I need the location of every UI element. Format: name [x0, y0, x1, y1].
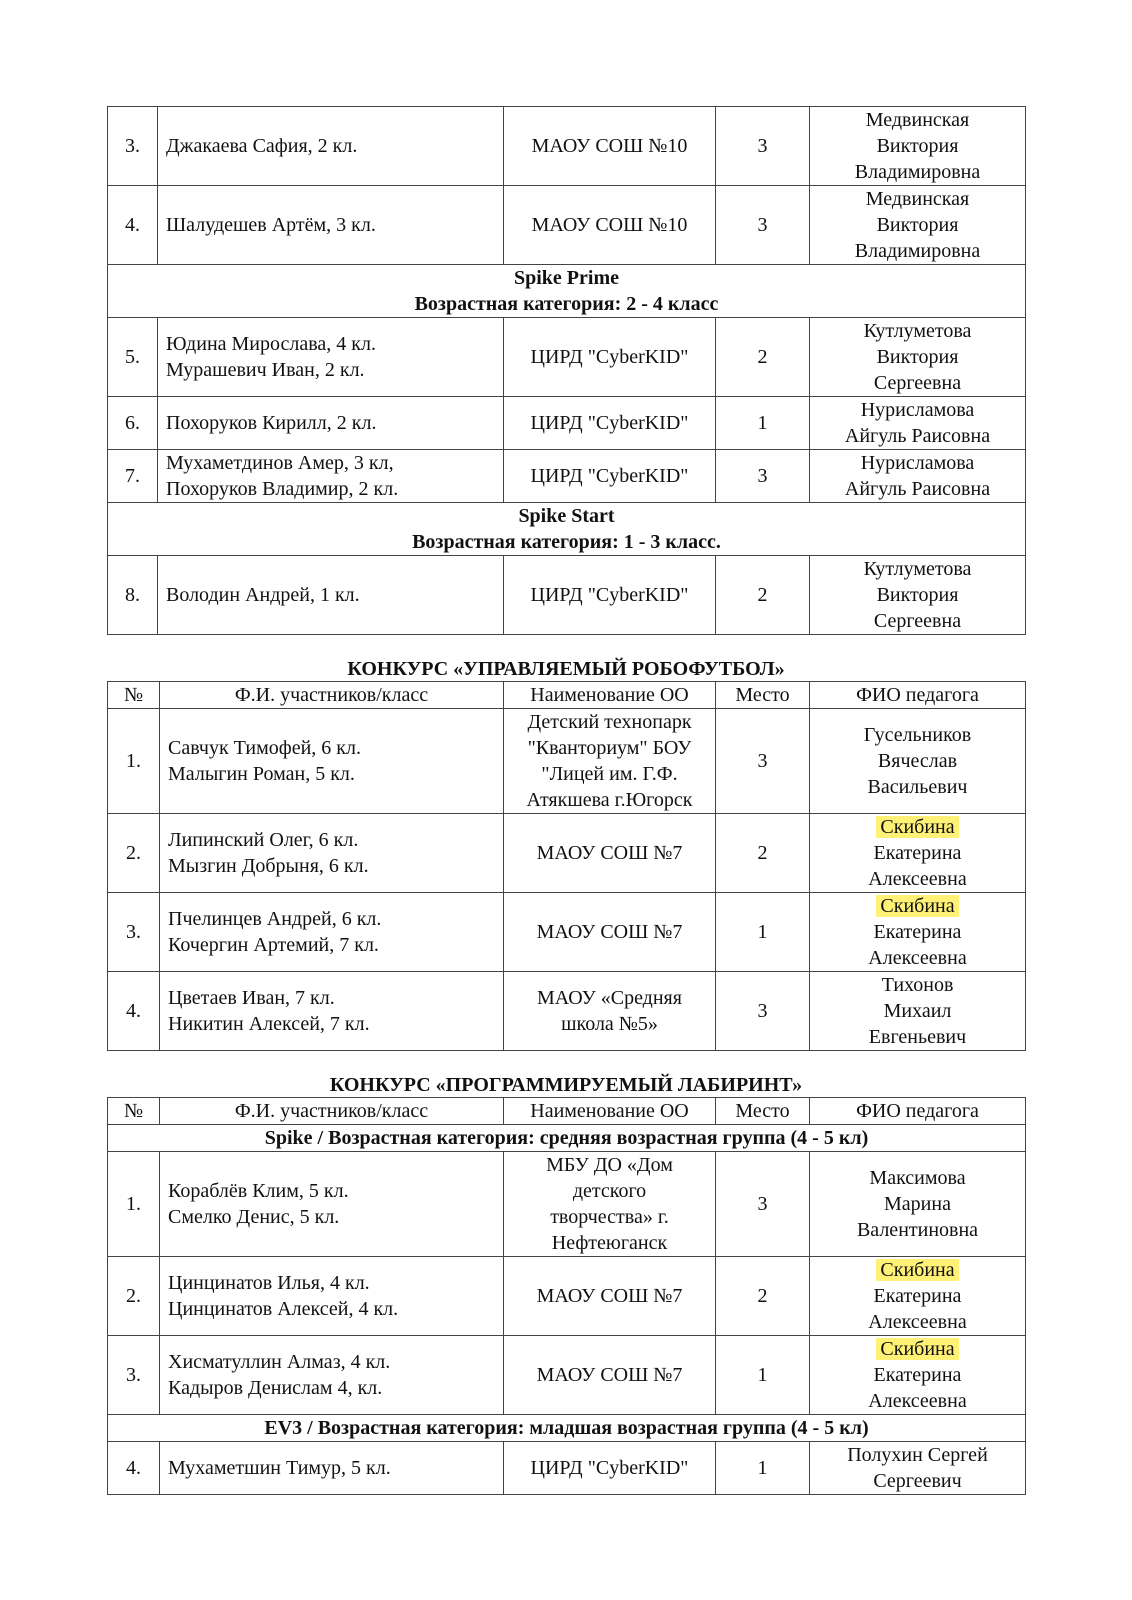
section-subtitle-line: Возрастная категория: 1 - 3 класс.: [412, 531, 721, 553]
participants: [160, 1336, 504, 1415]
school-line: Детский технопарк: [527, 711, 692, 733]
names-line: Похоруков Кирилл, 2 кл.: [166, 412, 377, 434]
table-row: [108, 1152, 1026, 1257]
teacher-line: Виктория: [876, 346, 959, 368]
school: [504, 893, 716, 972]
place: 3: [716, 186, 810, 265]
names-line: Цинцинатов Илья, 4 кл.: [168, 1272, 370, 1294]
teacher-line: Сергеевна: [873, 610, 962, 632]
row-number: 4.: [108, 1442, 160, 1495]
teacher-line: Медвинская: [865, 188, 970, 210]
table-row: [108, 186, 1026, 265]
column-header: ФИО педагога: [810, 1098, 1026, 1125]
teacher-line: Владимировна: [854, 240, 981, 262]
school: [504, 972, 716, 1051]
names-line: Савчук Тимофей, 6 кл.: [168, 737, 361, 759]
teacher-line: Васильевич: [867, 776, 968, 798]
participants: [160, 1152, 504, 1257]
names-line: Шалудешев Артём, 3 кл.: [166, 214, 376, 236]
names-line: Мухаметшин Тимур, 5 кл.: [168, 1457, 391, 1479]
column-header: Наименование ОО: [504, 682, 716, 709]
school-line: МАОУ СОШ №7: [536, 842, 683, 864]
table-row: [108, 893, 1026, 972]
participants: [160, 1257, 504, 1336]
teacher-line: Сергеевна: [873, 372, 962, 394]
teacher: [810, 893, 1026, 972]
highlighted-surname: Скибина: [876, 1338, 958, 1360]
teacher-line: Алексеевна: [868, 1311, 967, 1333]
teacher-line: Сергеевич: [873, 1470, 962, 1492]
highlighted-surname: Скибина: [876, 1259, 958, 1281]
teacher-highlight-line: [818, 814, 1017, 840]
school-line: творчества» г.: [550, 1206, 669, 1228]
table-row: [108, 1442, 1026, 1495]
column-header: Место: [716, 682, 810, 709]
participants: [158, 556, 504, 635]
school-line: "Лицей им. Г.Ф.: [541, 763, 678, 785]
place: 1: [716, 1336, 810, 1415]
participants: [158, 186, 504, 265]
names-line: Цветаев Иван, 7 кл.: [168, 987, 335, 1009]
school-line: МАОУ СОШ №7: [536, 1364, 683, 1386]
table-row: [108, 450, 1026, 503]
school: [504, 556, 716, 635]
school-line: ЦИРД "CyberKID": [530, 584, 689, 606]
section-title-line: Spike Prime: [514, 267, 619, 289]
table-row: [108, 814, 1026, 893]
teacher-line: Михаил: [883, 1000, 952, 1022]
row-number: 3.: [108, 1336, 160, 1415]
teacher-line: Полухин Сергей: [847, 1444, 988, 1466]
teacher-line: Нурисламова: [860, 399, 975, 421]
teacher: [810, 450, 1026, 503]
school: [504, 1336, 716, 1415]
school-line: Нефтеюганск: [551, 1232, 668, 1254]
place: 2: [716, 556, 810, 635]
names-line: Мухаметдинов Амер, 3 кл,: [166, 452, 394, 474]
column-header: Наименование ОО: [504, 1098, 716, 1125]
section-title: Spike / Возрастная категория: средняя возрастная группа (4 - 5 кл): [108, 1125, 1026, 1152]
results-table-labyrinth: [107, 1097, 1026, 1495]
school-line: МАОУ «Средняя: [537, 987, 682, 1009]
place: 3: [716, 972, 810, 1051]
section-title-line: Spike Start: [518, 505, 615, 527]
teacher: [810, 186, 1026, 265]
row-number: 8.: [108, 556, 158, 635]
contest-title-labyrinth: КОНКУРС «ПРОГРАММИРУЕМЫЙ ЛАБИРИНТ»: [329, 1074, 803, 1096]
names-line: Цинцинатов Алексей, 4 кл.: [168, 1298, 399, 1320]
teacher-line: Марина: [884, 1193, 951, 1215]
section-title: [108, 503, 1026, 556]
school: [504, 397, 716, 450]
column-header: Место: [716, 1098, 810, 1125]
names-line: Кочергин Артемий, 7 кл.: [168, 934, 379, 956]
teacher-line: Максимова: [869, 1167, 966, 1189]
teacher-line: Алексеевна: [868, 868, 967, 890]
place: 1: [716, 1442, 810, 1495]
teacher: [810, 107, 1026, 186]
school: [504, 450, 716, 503]
column-header: №: [108, 1098, 160, 1125]
school: [504, 709, 716, 814]
school-line: МБУ ДО «Дом: [546, 1154, 673, 1176]
teacher-line: Нурисламова: [860, 452, 975, 474]
participants: [158, 450, 504, 503]
teacher-line: Валентиновна: [856, 1219, 979, 1241]
participants: [158, 318, 504, 397]
school: [504, 318, 716, 397]
place: 1: [716, 397, 810, 450]
participants: [160, 814, 504, 893]
participants: [160, 893, 504, 972]
row-number: 2.: [108, 814, 160, 893]
results-table-continued: [107, 106, 1026, 635]
participants: [160, 1442, 504, 1495]
results-table-robofootball: [107, 681, 1026, 1051]
school: [504, 814, 716, 893]
teacher-line: Айгуль Раисовна: [844, 478, 991, 500]
teacher-line: Екатерина: [873, 921, 962, 943]
place: 2: [716, 318, 810, 397]
school-line: МАОУ СОШ №10: [531, 135, 688, 157]
row-number: 1.: [108, 1152, 160, 1257]
table-row: [108, 107, 1026, 186]
place: 3: [716, 709, 810, 814]
teacher-line: Евгеньевич: [868, 1026, 967, 1048]
teacher: [810, 556, 1026, 635]
teacher-line: Айгуль Раисовна: [844, 425, 991, 447]
teacher: [810, 814, 1026, 893]
table-row: [108, 556, 1026, 635]
teacher-line: Виктория: [876, 584, 959, 606]
teacher: [810, 1257, 1026, 1336]
highlighted-surname: Скибина: [876, 895, 958, 917]
school-line: ЦИРД "CyberKID": [530, 412, 689, 434]
row-number: 6.: [108, 397, 158, 450]
row-number: 5.: [108, 318, 158, 397]
teacher-highlight-line: [818, 893, 1017, 919]
school: [504, 107, 716, 186]
teacher-line: Алексеевна: [868, 1390, 967, 1412]
participants: [158, 107, 504, 186]
school-line: ЦИРД "CyberKID": [530, 346, 689, 368]
school-line: ЦИРД "CyberKID": [530, 465, 689, 487]
teacher-line: Тихонов: [881, 974, 954, 996]
place: 3: [716, 1152, 810, 1257]
school-line: детского: [572, 1180, 647, 1202]
column-header: №: [108, 682, 160, 709]
section-header-ev3: [108, 1415, 1026, 1442]
names-line: Кораблёв Клим, 5 кл.: [168, 1180, 349, 1202]
place: 3: [716, 107, 810, 186]
teacher-line: Кутлуметова: [863, 558, 972, 580]
section-header-spike-start: [108, 503, 1026, 556]
names-line: Кадыров Денислам 4, кл.: [168, 1377, 383, 1399]
place: 2: [716, 814, 810, 893]
section-header-spike: [108, 1125, 1026, 1152]
row-number: 1.: [108, 709, 160, 814]
names-line: Хисматуллин Алмаз, 4 кл.: [168, 1351, 391, 1373]
table-row: [108, 972, 1026, 1051]
participants: [158, 397, 504, 450]
table-row: [108, 1257, 1026, 1336]
table-header-row: [108, 1098, 1026, 1125]
teacher-line: Владимировна: [854, 161, 981, 183]
school-line: МАОУ СОШ №7: [536, 1285, 683, 1307]
table-row: [108, 1336, 1026, 1415]
teacher-line: Виктория: [876, 214, 959, 236]
participants: [160, 709, 504, 814]
school-line: Атякшева г.Югорск: [526, 789, 693, 811]
teacher-line: Вячеслав: [877, 750, 958, 772]
section-subtitle-line: Возрастная категория: 2 - 4 класс: [414, 293, 719, 315]
column-header: ФИО педагога: [810, 682, 1026, 709]
names-line: Юдина Мирослава, 4 кл.: [166, 333, 376, 355]
column-header: Ф.И. участников/класс: [160, 1098, 504, 1125]
names-line: Пчелинцев Андрей, 6 кл.: [168, 908, 382, 930]
row-number: 7.: [108, 450, 158, 503]
school: [504, 1257, 716, 1336]
contest-title-robofootball: КОНКУРС «УПРАВЛЯЕМЫЙ РОБОФУТБОЛ»: [347, 658, 785, 680]
table-header-row: [108, 682, 1026, 709]
place: 2: [716, 1257, 810, 1336]
teacher-line: Медвинская: [865, 109, 970, 131]
teacher: [810, 972, 1026, 1051]
section-header-spike-prime: [108, 265, 1026, 318]
teacher-line: Екатерина: [873, 1285, 962, 1307]
teacher: [810, 1152, 1026, 1257]
row-number: 3.: [108, 107, 158, 186]
section-title: [108, 265, 1026, 318]
teacher-line: Гусельников: [863, 724, 972, 746]
names-line: Мурашевич Иван, 2 кл.: [166, 359, 365, 381]
school: [504, 1442, 716, 1495]
teacher: [810, 709, 1026, 814]
names-line: Похоруков Владимир, 2 кл.: [166, 478, 399, 500]
highlighted-surname: Скибина: [876, 816, 958, 838]
teacher: [810, 1336, 1026, 1415]
names-line: Мызгин Добрыня, 6 кл.: [168, 855, 369, 877]
teacher-highlight-line: [818, 1257, 1017, 1283]
names-line: Джакаева Сафия, 2 кл.: [166, 135, 358, 157]
names-line: Липинский Олег, 6 кл.: [168, 829, 359, 851]
names-line: Малыгин Роман, 5 кл.: [168, 763, 355, 785]
place: 1: [716, 893, 810, 972]
school-line: "Кванториум" БОУ: [527, 737, 692, 759]
place: 3: [716, 450, 810, 503]
names-line: Володин Андрей, 1 кл.: [166, 584, 360, 606]
participants: [160, 972, 504, 1051]
school-line: ЦИРД "CyberKID": [530, 1457, 689, 1479]
names-line: Никитин Алексей, 7 кл.: [168, 1013, 370, 1035]
teacher: [810, 318, 1026, 397]
table-row: [108, 397, 1026, 450]
row-number: 3.: [108, 893, 160, 972]
column-header: Ф.И. участников/класс: [160, 682, 504, 709]
school-line: МАОУ СОШ №7: [536, 921, 683, 943]
school-line: школа №5»: [561, 1013, 658, 1035]
teacher: [810, 397, 1026, 450]
school: [504, 186, 716, 265]
school: [504, 1152, 716, 1257]
row-number: 4.: [108, 186, 158, 265]
teacher-line: Екатерина: [873, 1364, 962, 1386]
teacher-highlight-line: [818, 1336, 1017, 1362]
section-title: EV3 / Возрастная категория: младшая возрастная группа (4 - 5 кл): [108, 1415, 1026, 1442]
table-row: [108, 709, 1026, 814]
table-row: [108, 318, 1026, 397]
row-number: 4.: [108, 972, 160, 1051]
teacher-line: Алексеевна: [868, 947, 967, 969]
school-line: МАОУ СОШ №10: [531, 214, 688, 236]
teacher-line: Виктория: [876, 135, 959, 157]
names-line: Смелко Денис, 5 кл.: [168, 1206, 340, 1228]
row-number: 2.: [108, 1257, 160, 1336]
teacher-line: Екатерина: [873, 842, 962, 864]
teacher-line: Кутлуметова: [863, 320, 972, 342]
teacher: [810, 1442, 1026, 1495]
